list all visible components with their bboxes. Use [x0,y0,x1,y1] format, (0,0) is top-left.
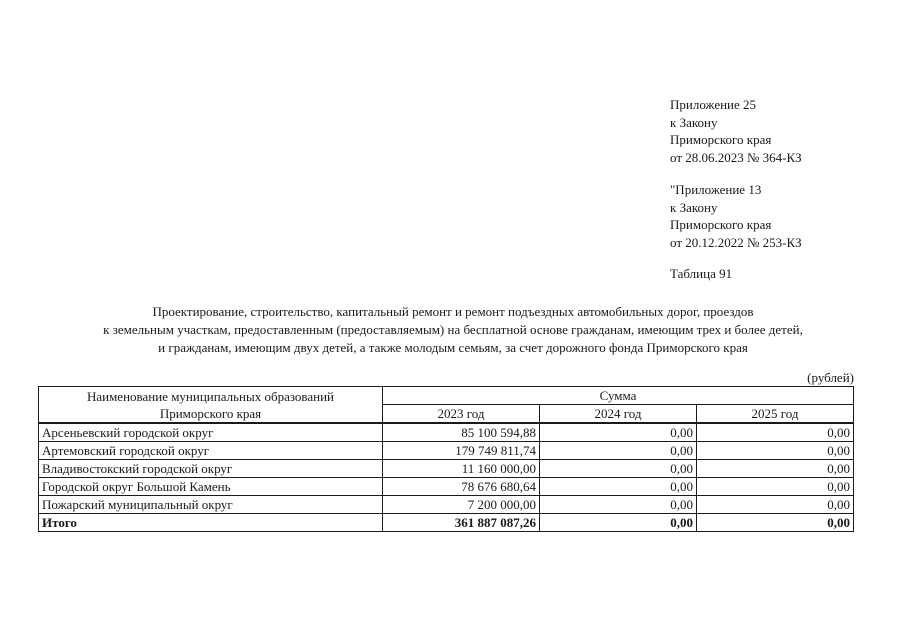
total-label: Итого [39,514,383,532]
amount-2025: 0,00 [697,478,854,496]
amount-2023: 85 100 594,88 [383,423,540,442]
amount-2024: 0,00 [540,442,697,460]
municipality-name: Артемовский городской округ [39,442,383,460]
amount-2023: 179 749 811,74 [383,442,540,460]
annex-original-line1: "Приложение 13 [670,182,762,197]
funding-table [38,386,854,532]
table-row [39,442,854,460]
table-row [39,460,854,478]
total-2025: 0,00 [697,514,854,532]
amount-2025: 0,00 [697,423,854,442]
annex-current-line3: Приморского края [670,132,772,147]
total-2024: 0,00 [540,514,697,532]
municipality-name: Пожарский муниципальный округ [39,496,383,514]
table-row [39,478,854,496]
total-2023: 361 887 087,26 [383,514,540,532]
amount-2023: 7 200 000,00 [383,496,540,514]
total-row [39,514,854,532]
title-line1: Проектирование, строительство, капитальный ремонт и ремонт подъездных автомобильных дорог, проездов [152,304,754,319]
amount-2025: 0,00 [697,496,854,514]
amount-2024: 0,00 [540,460,697,478]
amount-2024: 0,00 [540,496,697,514]
annex-current-line1: Приложение 25 [670,97,757,112]
annex-current-heading [670,96,802,166]
table-number: Таблица 91 [670,266,733,281]
municipality-name: Городской округ Большой Камень [39,478,383,496]
year-2024-header: 2024 год [540,405,697,424]
title-line3: и гражданам, имеющим двух детей, а также молодым семьям, за счет дорожного фонда Приморского края [158,340,748,355]
amount-2025: 0,00 [697,460,854,478]
annex-original-line4: от 20.12.2022 № 253-КЗ [670,234,802,250]
annex-current-line2: к Закону [670,114,718,130]
municipality-column-header [39,387,383,424]
year-2025-header: 2025 год [697,405,854,424]
municipality-header-line2: Приморского края [159,405,262,421]
amount-2023: 78 676 680,64 [383,478,540,496]
title-line2: к земельным участкам, предоставленным (предоставляемым) на бесплатной основе гражданам, имеющим трех и более детей, [103,322,803,337]
table-header-row [39,387,854,405]
annex-original-heading [670,181,802,251]
annex-original-line3: Приморского края [670,217,772,232]
municipality-name: Арсеньевский городской округ [39,423,383,442]
annex-current-line4: от 28.06.2023 № 364-КЗ [670,149,802,165]
annex-original-line2: к Закону [670,199,718,215]
sum-column-header: Сумма [383,387,854,405]
amount-2024: 0,00 [540,478,697,496]
units-label: (рублей) [807,370,854,385]
document-title [30,303,876,357]
amount-2025: 0,00 [697,442,854,460]
table-row [39,423,854,442]
municipality-name: Владивостокский городской округ [39,460,383,478]
amount-2023: 11 160 000,00 [383,460,540,478]
amount-2024: 0,00 [540,423,697,442]
table-row [39,496,854,514]
municipality-header-line1: Наименование муниципальных образований [86,388,335,404]
year-2023-header: 2023 год [383,405,540,424]
